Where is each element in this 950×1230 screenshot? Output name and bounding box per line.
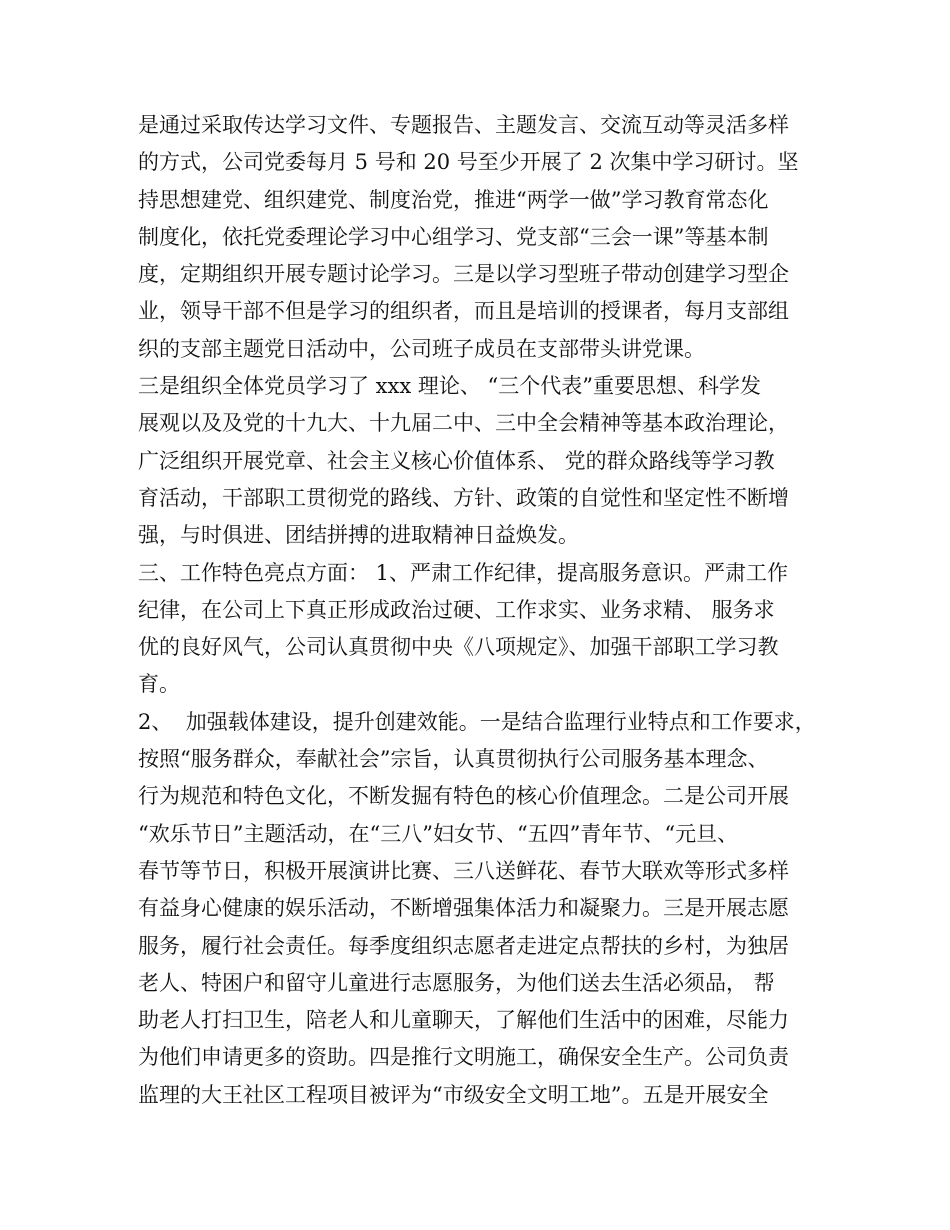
text-line: 行为规范和特色文化，不断发掘有特色的核心价值理念。二是公司开展: [138, 784, 789, 809]
text-line: 是通过采取传达学习文件、专题报告、主题发言、交流互动等灵活多样: [138, 113, 789, 137]
body-text: [138, 107, 838, 1114]
text-line: 为他们申请更多的资助。四是推行文明施工，确保安全生产。公司负责: [138, 1045, 789, 1070]
text-line: 的方式，公司党委每月 5 号和 20 号至少开展了 2 次集中学习研讨。坚: [138, 150, 799, 175]
text-line: 织的支部主题党日活动中，公司班子成员在支部带头讲党课。: [138, 336, 705, 361]
text-line: “欢乐节日”主题活动，在“三八”妇女节、“五四”青年节、“元旦、: [138, 821, 739, 846]
text-line: 育。: [138, 672, 180, 697]
text-line: 春节等节日，积极开展演讲比赛、三八送鲜花、春节大联欢等形式多样: [138, 858, 789, 883]
text-line: 按照“服务群众，奉献社会”宗旨，认真贯彻执行公司服务基本理念、: [138, 747, 769, 772]
text-line: 业，领导干部不但是学习的组织者，而且是培训的授课者，每月支部组: [138, 299, 789, 324]
text-line: 三是组织全体党员学习了 xxx 理论、 “三个代表”重要思想、科学发: [138, 374, 762, 399]
text-line: 助老人打扫卫生，陪老人和儿童聊天，了解他们生活中的困难，尽能力: [138, 1008, 789, 1033]
text-line: 有益身心健康的娱乐活动，不断增强集体活力和凝聚力。三是开展志愿: [138, 896, 789, 921]
text-line: 育活动，干部职工贯彻党的路线、方针、政策的自觉性和坚定性不断增: [138, 485, 789, 510]
text-line: 制度化，依托党委理论学习中心组学习、党支部“三会一课”等基本制: [138, 224, 769, 249]
text-line: 老人、特困户和留守儿童进行志愿服务，为他们送去生活必须品， 帮: [138, 970, 775, 995]
text-line: 度，定期组织开展专题讨论学习。三是以学习型班子带动创建学习型企: [138, 262, 789, 287]
text-line: 展观以及及党的十九大、十九届二中、三中全会精神等基本政治理论，: [138, 411, 789, 436]
text-line: 持思想建党、组织建党、制度治党，推进“两学一做”学习教育常态化: [138, 187, 769, 212]
text-line: 2、 加强载体建设，提升创建效能。一是结合监理行业特点和工作要求，: [138, 709, 816, 734]
text-line: 强，与时俱进、团结拼搏的进取精神日益焕发。: [138, 523, 579, 548]
text-line: 三、工作特色亮点方面： 1、严肃工作纪律，提高服务意识。严肃工作: [138, 560, 789, 585]
text-line: 纪律，在公司上下真正形成政治过硬、工作求实、业务求精、 服务求: [138, 597, 775, 622]
text-line: 优的良好风气，公司认真贯彻中央《八项规定》、加强干部职工学习教: [138, 635, 779, 660]
text-line: 广泛组织开展党章、社会主义核心价值体系、 党的群众路线等学习教: [138, 448, 775, 473]
text-line: 监理的大王社区工程项目被评为“市级安全文明工地”。五是开展安全: [138, 1082, 769, 1107]
text-line: 服务，履行社会责任。每季度组织志愿者走进定点帮扶的乡村，为独居: [138, 933, 789, 958]
